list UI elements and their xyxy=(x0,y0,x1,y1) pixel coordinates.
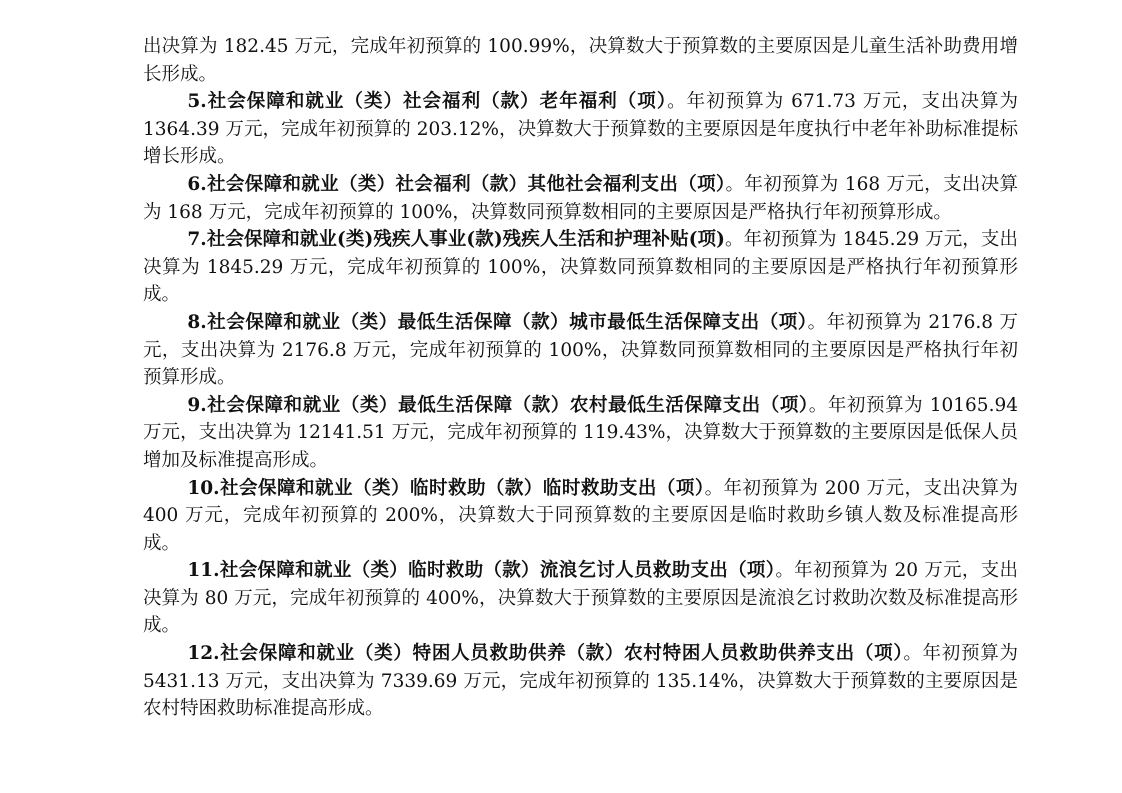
item-number: 8. xyxy=(187,311,207,333)
item-number: 10. xyxy=(187,477,220,499)
item-heading: 社会保障和就业（类）临时救助（款）流浪乞讨人员救助支出（项） xyxy=(219,560,776,582)
paragraph-item-10 xyxy=(143,475,1018,558)
paragraph-body: 。年初预算为 2176.8 万元，支出决算为 2176.8 万元，完成年初预算的 100%，决算数同预算数相同的主要原因是严格执行年初预算形成。 xyxy=(143,311,1018,389)
item-number: 6. xyxy=(187,173,207,195)
paragraph-body: 。年初预算为 10165.94 万元，支出决算为 12141.51 万元，完成年初预算的 119.43%，决算数大于预算数的主要原因是低保人员增加及标准提高形成。 xyxy=(143,394,1018,471)
item-number: 9. xyxy=(187,394,207,416)
item-heading: 社会保障和就业（类）社会福利（款）老年福利（项） xyxy=(206,91,668,113)
item-number: 11. xyxy=(187,560,220,582)
paragraph-item-8 xyxy=(143,309,1018,392)
document-page xyxy=(143,33,1018,723)
paragraph-body: 。年初预算为 5431.13 万元，支出决算为 7339.69 万元，完成年初预算的 135.14%，决算数大于预算数的主要原因是农村特困救助标准提高形成。 xyxy=(143,643,1018,720)
paragraph-body: 。年初预算为 20 万元，支出决算为 80 万元，完成年初预算的 400%，决算数大于预算数的主要原因是流浪乞讨救助次数及标准提高形成。 xyxy=(143,560,1018,637)
paragraph-item-7 xyxy=(143,226,1018,309)
paragraph-item-9 xyxy=(143,392,1018,475)
paragraph-body: 。年初预算为 200 万元，支出决算为 400 万元，完成年初预算的 200%，决算数大于同预算数的主要原因是临时救助乡镇人数及标准提高形成。 xyxy=(143,477,1018,554)
item-heading: 社会保障和就业（类）最低生活保障（款）城市最低生活保障支出（项） xyxy=(206,311,808,333)
item-heading: 社会保障和就业（类）最低生活保障（款）农村最低生活保障支出（项） xyxy=(206,394,809,416)
paragraph-item-5 xyxy=(143,88,1018,171)
paragraph-body: 。年初预算为 1845.29 万元，支出决算为 1845.29 万元，完成年初预算的 100%，决算数同预算数相同的主要原因是严格执行年初预算形成。 xyxy=(143,229,1018,306)
item-number: 5. xyxy=(187,91,207,113)
item-number: 7. xyxy=(187,229,207,251)
paragraph-body: 。年初预算为 168 万元，支出决算为 168 万元，完成年初预算的 100%，决算数同预算数相同的主要原因是严格执行年初预算形成。 xyxy=(143,173,1018,223)
paragraph-continuation xyxy=(143,33,1018,88)
paragraph-item-12 xyxy=(143,640,1018,723)
item-heading: 社会保障和就业（类）特困人员救助供养（款）农村特困人员救助供养支出（项） xyxy=(219,643,904,665)
paragraph-item-6 xyxy=(143,171,1018,226)
paragraph-body: 出决算为 182.45 万元，完成年初预算的 100.99%，决算数大于预算数的主要原因是儿童生活补助费用增长形成。 xyxy=(143,36,1018,85)
item-heading: 社会保障和就业(类)残疾人事业(款)残疾人生活和护理补贴(项) xyxy=(206,229,725,251)
paragraph-body: 。年初预算为 671.73 万元，支出决算为 1364.39 万元，完成年初预算的 203.12%，决算数大于预算数的主要原因是年度执行中老年补助标准提标增长形成。 xyxy=(143,91,1018,168)
paragraph-item-11 xyxy=(143,557,1018,640)
item-heading: 社会保障和就业（类）临时救助（款）临时救助支出（项） xyxy=(219,477,705,499)
item-heading: 社会保障和就业（类）社会福利（款）其他社会福利支出（项） xyxy=(206,173,726,195)
item-number: 12. xyxy=(187,643,220,665)
